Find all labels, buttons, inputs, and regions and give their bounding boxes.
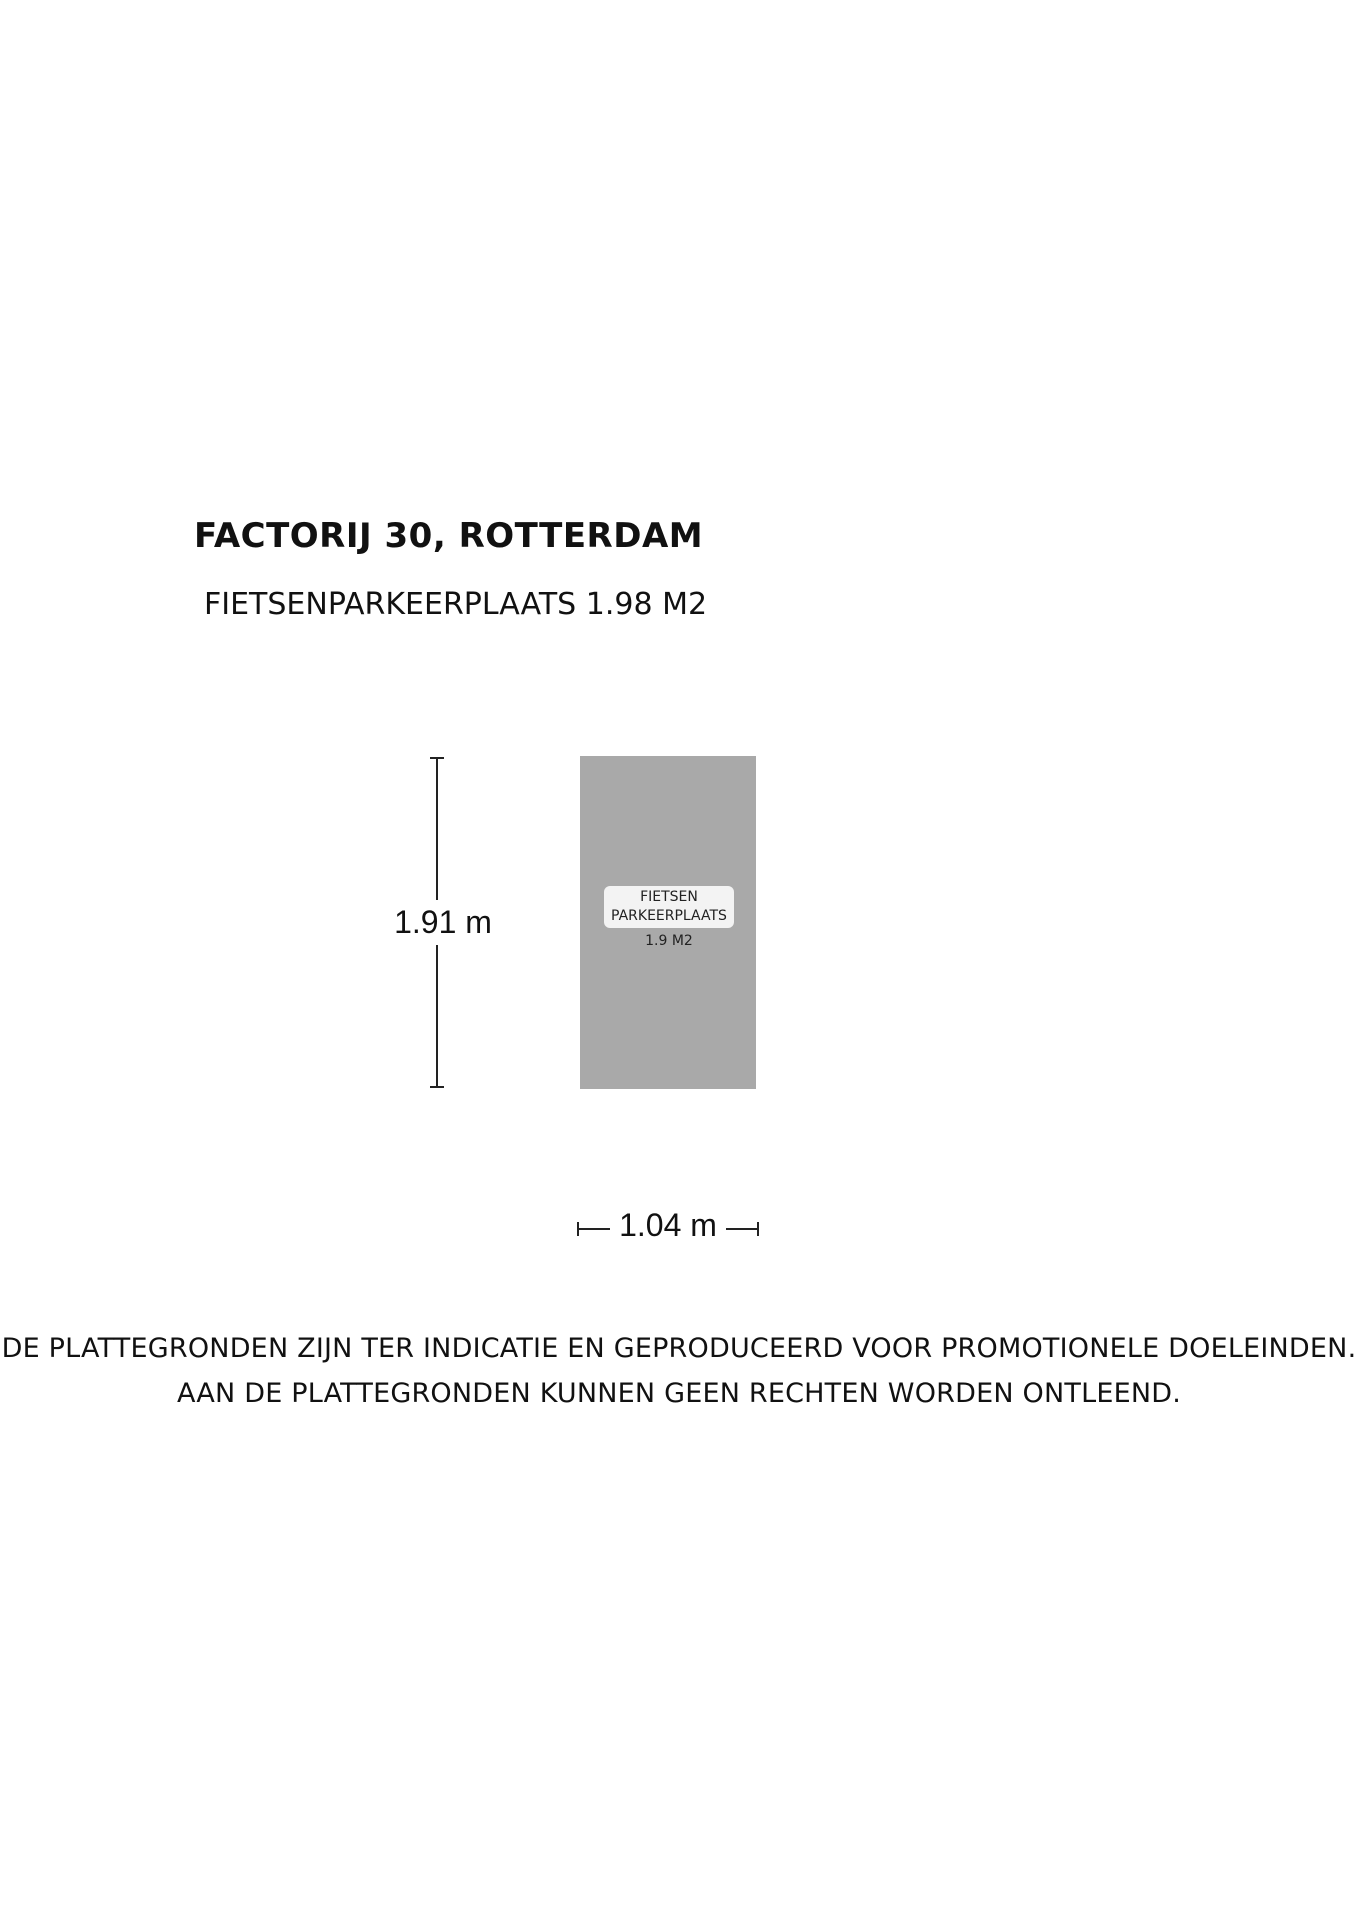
- page-title: FACTORIJ 30, ROTTERDAM: [194, 516, 704, 556]
- width-dimension-label: 1.04 m: [610, 1207, 726, 1244]
- room-label-line2: PARKEERPLAATS: [611, 908, 727, 924]
- room-label: [604, 886, 734, 928]
- disclaimer-line2: AAN DE PLATTEGRONDEN KUNNEN GEEN RECHTEN WORDEN ONTLEEND.: [176, 1378, 1182, 1409]
- room-area: 1.9 M2: [645, 933, 693, 949]
- height-dimension-label: 1.91 m: [378, 900, 508, 945]
- disclaimer-line1: DE PLATTEGRONDEN ZIJN TER INDICATIE EN GEPRODUCEERD VOOR PROMOTIONELE DOELEINDEN.: [1, 1333, 1357, 1364]
- page-subtitle: FIETSENPARKEERPLAATS 1.98 M2: [204, 587, 708, 622]
- room-label-line1: FIETSEN: [640, 889, 698, 905]
- disclaimer: [0, 1326, 1358, 1416]
